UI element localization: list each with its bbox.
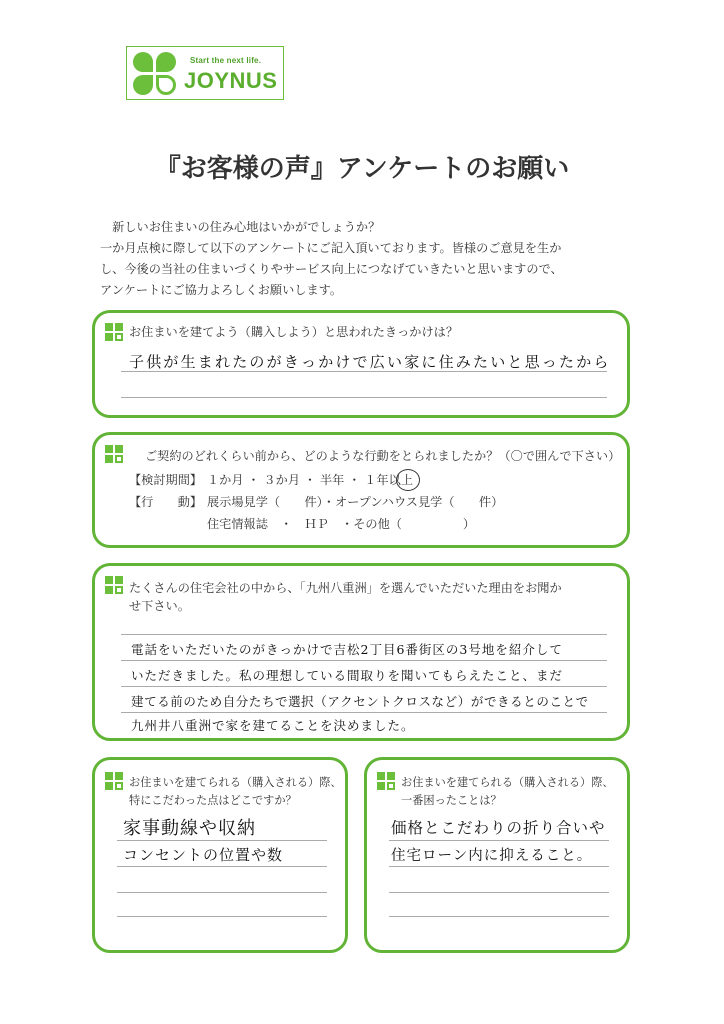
clover-bullet-icon [105,576,125,596]
handwritten-answer-line: いただきました。私の理想している間取りを聞いてもらえたこと、まだ [131,668,564,683]
answer-line [389,916,609,917]
question-box-4 [92,757,348,953]
answer-line [117,840,327,841]
question-text: お住まいを建てられる（購入される）際、 [129,776,342,789]
handwritten-answer-line: 電話をいただいたのがきっかけで吉松2丁目6番街区の3号地を紹介して [131,642,563,657]
intro-line: アンケートにご協力よろしくお願いします。 [100,283,343,297]
answer-line [121,686,607,687]
question-text-cont: 一番困ったことは？ [401,794,502,807]
answer-line [389,840,609,841]
action-options-1[interactable]: 展示場見学（ 件）・オープンハウス見学（ 件） [207,495,504,509]
question-box-3 [92,563,630,741]
question-text-cont: 特にこだわった点はどこですか？ [129,794,297,807]
question-text: たくさんの住宅会社の中から、「九州八重洲」を選んでいただいた理由をお聞か [129,581,562,595]
company-logo [126,46,284,100]
handwritten-answer-line: 九州井八重洲で家を建てることを決めました。 [131,718,415,733]
question-text-cont: せ下さい。 [129,599,190,613]
clover-bullet-icon [377,772,397,792]
logo-brand: JOYNUS [184,68,278,93]
clover-logo-icon [133,52,177,96]
clover-bullet-icon [105,323,125,343]
answer-line [121,371,607,372]
answer-line [117,916,327,917]
answer-line [121,712,607,713]
clover-bullet-icon [105,445,125,465]
intro-line: 一か月点検に際して以下のアンケートにご記入頂いております。皆様のご意見を生か [100,241,562,255]
period-label: 【検討期間】 [129,473,203,487]
answer-line [121,634,607,635]
intro-line: 新しいお住まいの住み心地はいかがでしょうか？ [100,220,381,234]
intro-text [100,217,660,301]
handwritten-answer-line: 住宅ローン内に抑えること。 [391,848,593,864]
answer-line [117,892,327,893]
question-box-5 [364,757,630,953]
action-label: 【行 動】 [129,495,203,509]
handwritten-answer: 子供が生まれたのがきっかけで広い家に住みたいと思ったから [129,353,611,371]
selection-circle [396,469,420,491]
question-box-2 [92,432,630,548]
answer-line [389,892,609,893]
answer-line [121,397,607,398]
question-box-1 [92,310,630,418]
handwritten-answer-line: 建てる前のため自分たちで選択（アクセントクロスなど）ができるとのことで [131,694,589,709]
answer-line [117,866,327,867]
answer-line [121,660,607,661]
question-text: ご契約のどれくらい前から、どのような行動をとられましたか？（〇で囲んで下さい） [145,449,621,463]
logo-tagline: Start the next life. [190,56,262,65]
answer-line [389,866,609,867]
clover-bullet-icon [105,772,125,792]
action-options-2[interactable]: 住宅情報誌 ・ ＨＰ ・その他（ ） [207,517,476,531]
handwritten-answer-line: 価格とこだわりの折り合いや [391,819,606,837]
period-options[interactable]: １か月 ・ ３か月 ・ 半年 ・ １年以上 [207,473,414,487]
intro-line: し、今後の当社の住まいづくりやサービス向上につなげていきたいと思いますので、 [100,262,563,276]
page-title: 『お客様の声』アンケートのお願い [154,154,570,184]
question-text: お住まいを建てられる（購入される）際、 [401,776,614,789]
question-text: お住まいを建てよう（購入しよう）と思われたきっかけは？ [129,325,459,339]
handwritten-answer-line: 家事動線や収納 [123,818,256,839]
handwritten-answer-line: コンセントの位置や数 [123,846,284,864]
